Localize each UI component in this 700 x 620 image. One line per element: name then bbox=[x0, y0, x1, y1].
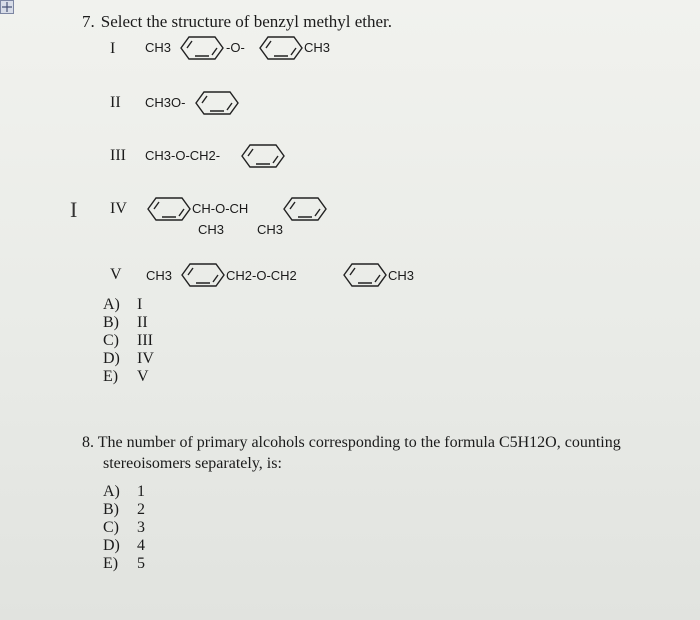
structure-5-label: V bbox=[110, 266, 122, 283]
q8-option-b[interactable]: B) 2 bbox=[103, 501, 145, 518]
structure-5-chain: CH2-O-CH2 bbox=[226, 268, 297, 283]
question-8-prompt: 8. The number of primary alcohols corresponding to the formula C5H12O, counting stereoisomers separately, is: bbox=[82, 434, 621, 472]
q7-option-b[interactable]: B) II bbox=[103, 314, 148, 331]
structure-5-ch3-right: CH3 bbox=[388, 268, 415, 283]
structure-1-ch3-right: CH3 bbox=[304, 40, 331, 55]
benzene-ring-icon bbox=[240, 143, 286, 169]
structure-1-label: I bbox=[110, 40, 116, 57]
structure-3-label: III bbox=[110, 147, 126, 164]
structure-1-oxygen: -O- bbox=[226, 40, 245, 55]
q7-option-c[interactable]: C) III bbox=[103, 332, 153, 349]
benzene-ring-icon bbox=[146, 196, 192, 222]
q7-option-a[interactable]: A) I bbox=[103, 296, 143, 313]
question-7-title: 7. Select the structure of benzyl methyl ether. bbox=[82, 12, 393, 31]
benzene-ring-icon bbox=[180, 262, 226, 288]
structure-4-label: IV bbox=[110, 200, 127, 217]
structure-1-ch3-left: CH3 bbox=[145, 40, 172, 55]
structure-3-chain: CH3-O-CH2- bbox=[145, 148, 221, 163]
benzene-ring-icon bbox=[194, 90, 240, 116]
handwritten-mark: I bbox=[70, 197, 78, 222]
benzene-ring-icon bbox=[258, 35, 304, 61]
benzene-ring-icon bbox=[179, 35, 225, 61]
structure-4-chain: CH-O-CH bbox=[192, 201, 249, 216]
q8-option-e[interactable]: E) 5 bbox=[103, 555, 145, 572]
q7-option-e[interactable]: E) V bbox=[103, 368, 149, 385]
move-handle-icon[interactable] bbox=[0, 0, 14, 14]
benzene-ring-icon bbox=[342, 262, 388, 288]
structure-2-label: II bbox=[110, 94, 121, 111]
benzene-ring-icon bbox=[282, 196, 328, 222]
q8-option-d[interactable]: D) 4 bbox=[103, 537, 145, 554]
q7-option-d[interactable]: D) IV bbox=[103, 350, 154, 367]
structure-2-methoxy: CH3O- bbox=[145, 95, 186, 110]
structure-4-ch3-right: CH3 bbox=[257, 222, 284, 237]
structure-4-ch3-left: CH3 bbox=[198, 222, 225, 237]
q8-option-c[interactable]: C) 3 bbox=[103, 519, 145, 536]
q8-option-a[interactable]: A) 1 bbox=[103, 483, 145, 500]
structure-5-ch3-left: CH3 bbox=[146, 268, 173, 283]
